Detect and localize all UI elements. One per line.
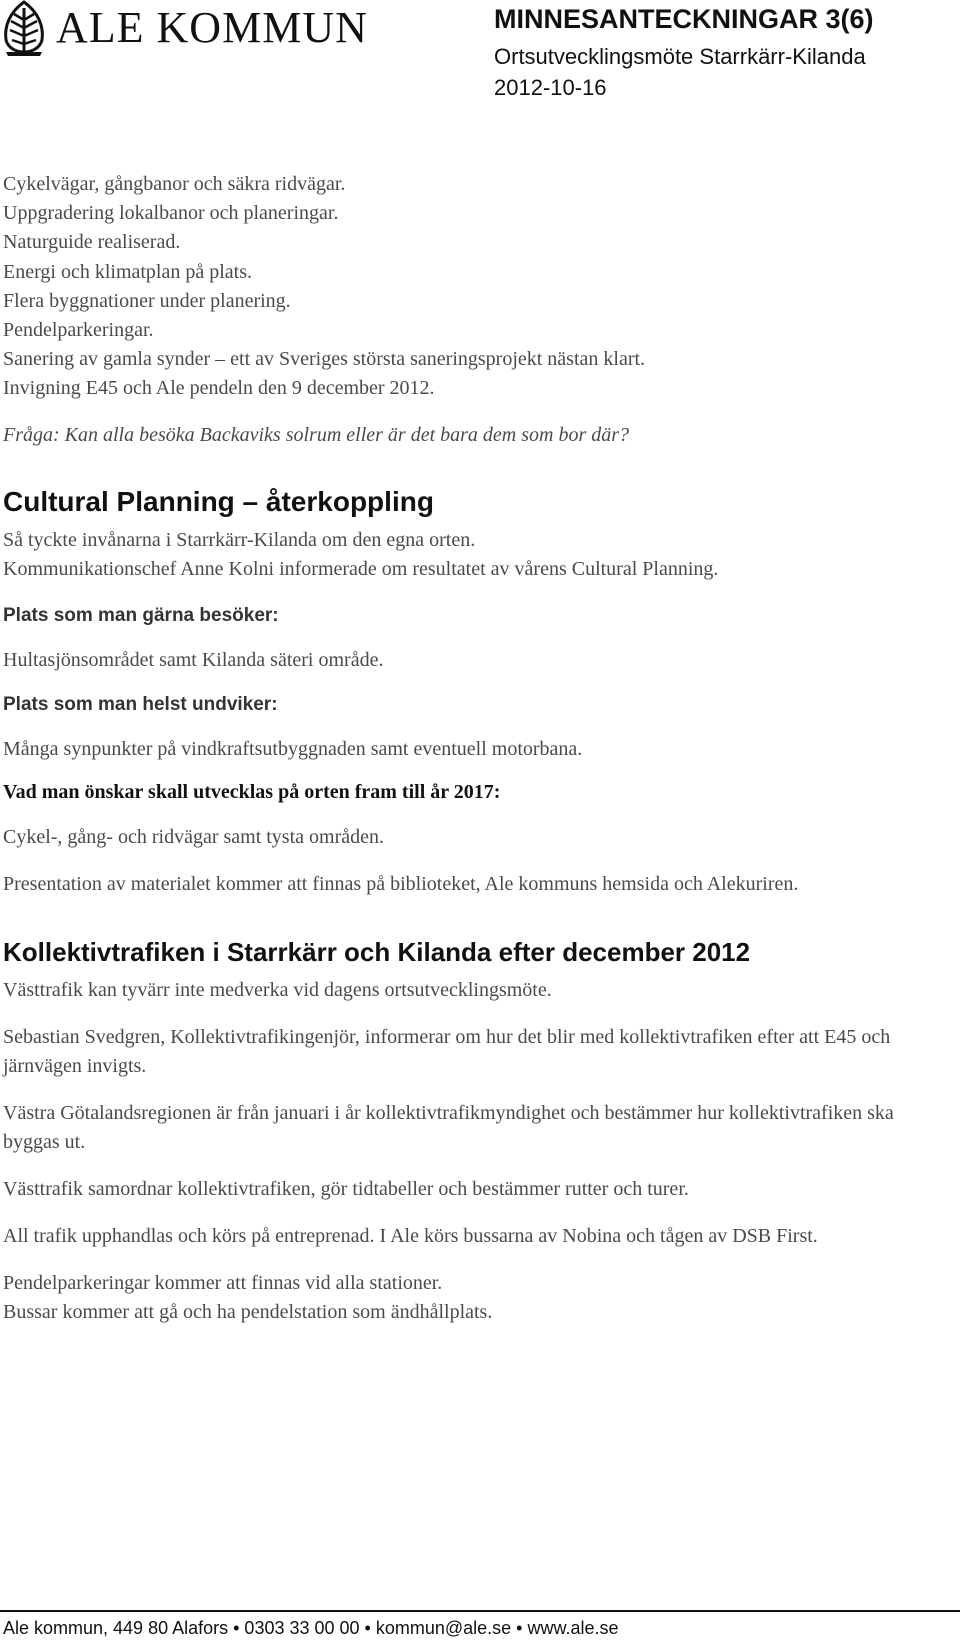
transit-paragraph-2: Sebastian Svedgren, Kollektivtrafikingenjör, informerar om hur det blir med kollektivtrafiken efter att E45 och järnvägen invigts. — [3, 1025, 891, 1077]
avoid-text: Många synpunkter på vindkraftsutbyggnaden samt eventuell motorbana. — [3, 737, 583, 760]
footer-contact: Ale kommun, 449 80 Alafors • 0303 33 00 00 • kommun@ale.se • www.ale.se — [3, 1618, 619, 1638]
list-item: Energi och klimatplan på plats. — [3, 260, 253, 283]
avoid-heading: Plats som man helst undviker: — [3, 693, 278, 715]
document-date: 2012-10-16 — [494, 75, 607, 100]
question-text: Fråga: Kan alla besöka Backaviks solrum eller är det bara dem som bor där? — [3, 423, 630, 446]
wish-text: Cykel-, gång- och ridvägar samt tysta områden. — [3, 825, 384, 848]
transit-paragraph-6b: Bussar kommer att gå och ha pendelstation som ändhållplats. — [3, 1300, 493, 1323]
footer-divider — [0, 1610, 960, 1612]
leaf-emblem-icon — [0, 0, 48, 58]
list-item: Naturguide realiserad. — [3, 231, 181, 254]
list-item: Uppgradering lokalbanor och planeringar. — [3, 202, 339, 225]
visit-heading: Plats som man gärna besöker: — [3, 604, 279, 626]
transit-heading: Kollektivtrafiken i Starrkärr och Kilanda efter december 2012 — [3, 936, 751, 967]
transit-paragraph-4: Västtrafik samordnar kollektivtrafiken, gör tidtabeller och bestämmer rutter och turer. — [3, 1177, 689, 1200]
document-subtitle: Ortsutvecklingsmöte Starrkärr-Kilanda — [494, 44, 866, 69]
transit-paragraph-6a: Pendelparkeringar kommer att finnas vid alla stationer. — [3, 1271, 443, 1294]
transit-paragraph-5: All trafik upphandlas och körs på entreprenad. I Ale körs bussarna av Nobina och tågen av DSB First. — [3, 1224, 818, 1247]
transit-paragraph-1: Västtrafik kan tyvärr inte medverka vid dagens ortsutvecklingsmöte. — [3, 978, 552, 1001]
logo-text: ALE KOMMUN — [56, 3, 368, 52]
document-body — [3, 170, 948, 1327]
ale-kommun-logo — [0, 0, 400, 60]
list-item: Cykelvägar, gångbanor och säkra ridvägar. — [3, 173, 346, 195]
list-item: Flera byggnationer under planering. — [3, 289, 291, 312]
document-title: MINNESANTECKNINGAR 3(6) — [494, 4, 874, 34]
visit-text: Hultasjönsområdet samt Kilanda säteri område. — [3, 648, 384, 671]
wish-heading: Vad man önskar skall utvecklas på orten fram till år 2017: — [3, 780, 501, 803]
cultural-planning-heading: Cultural Planning – återkoppling — [3, 485, 434, 517]
list-item: Sanering av gamla synder – ett av Sveriges största saneringsprojekt nästan klart. — [3, 348, 646, 371]
intro-list — [3, 170, 948, 404]
cultural-line-2: Kommunikationschef Anne Kolni informerade om resultatet av vårens Cultural Planning. — [3, 557, 719, 580]
list-item: Invigning E45 och Ale pendeln den 9 december 2012. — [3, 377, 435, 400]
cultural-line-1: Så tyckte invånarna i Starrkärr-Kilanda om den egna orten. — [3, 528, 476, 551]
list-item: Pendelparkeringar. — [3, 319, 154, 342]
transit-paragraph-3: Västra Götalandsregionen är från januari i år kollektivtrafikmyndighet och bestämmer hur kollektivtrafiken ska byggas ut. — [3, 1101, 894, 1153]
presentation-text: Presentation av materialet kommer att finnas på biblioteket, Ale kommuns hemsida och Alekuriren. — [3, 872, 799, 895]
